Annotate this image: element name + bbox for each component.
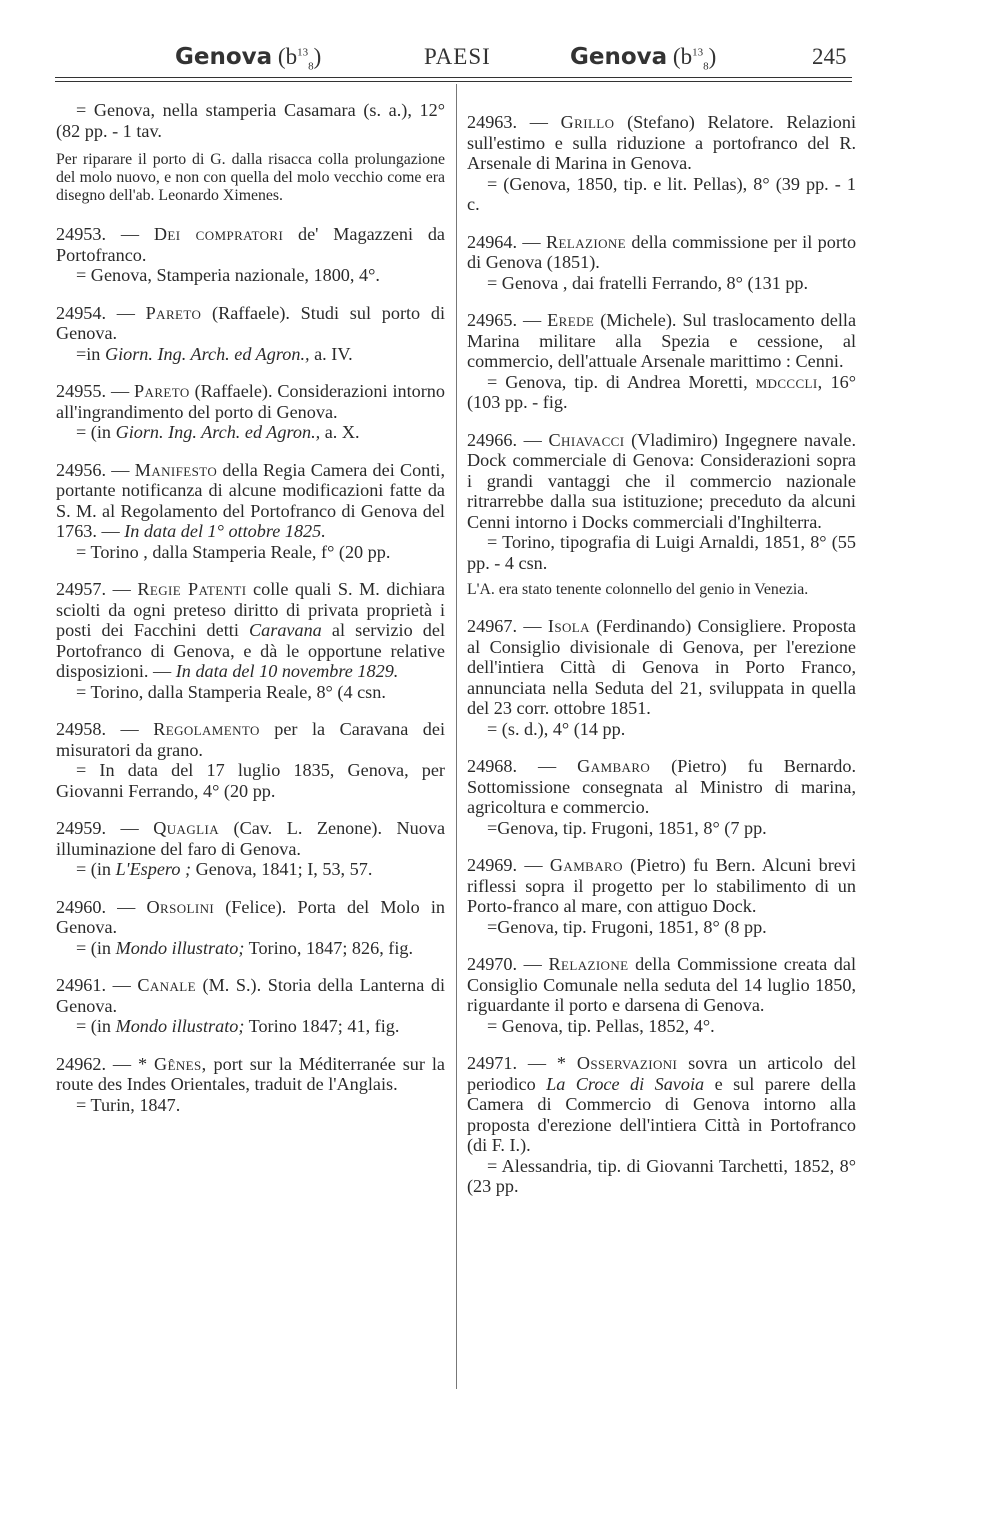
entry-24960 xyxy=(56,897,445,959)
entry-24965 xyxy=(467,310,856,413)
entry-number: 24955. — xyxy=(56,381,130,401)
entry-24961 xyxy=(56,975,445,1037)
entry-number: 24961. — xyxy=(56,975,131,995)
entry-publication: = Genova , dai fratelli Ferrando, 8° (131 pp. xyxy=(487,272,809,293)
entry-publication: = (in L'Espero ; Genova, 1841; I, 53, 57. xyxy=(76,859,373,879)
entry-publication: = Genova, Stamperia nazionale, 1800, 4°. xyxy=(76,265,380,285)
entry-number: 24963. — xyxy=(467,112,548,132)
entry-title: (Stefano) Relatore. Relazioni sull'estimo e sulla riduzione a portofranco del R. Arsenale di Marina in Genova. xyxy=(467,112,857,173)
entry-title: port sur la Méditerranée sur la route des Indes Orientales, traduit de l'Anglais. xyxy=(56,1053,445,1094)
entry-author: Canale xyxy=(137,975,196,995)
entry-author: Orsolini xyxy=(146,896,215,917)
entry-publication: = Torino , dalla Stamperia Reale, f° (20 pp. xyxy=(76,541,391,562)
entry-number: 24967. — xyxy=(467,616,542,636)
entry-periodical: La Croce di Savoia xyxy=(546,1073,705,1094)
entry-publication: = Torino, tipografia di Luigi Arnaldi, 1851, 8° (55 pp. - 4 csn. xyxy=(467,532,856,573)
entry-number: 24971. — * xyxy=(467,1053,566,1073)
entry-author: Gambaro xyxy=(577,756,651,776)
entry-number: 24964. — xyxy=(467,231,541,252)
entry-number: 24969. — xyxy=(467,855,543,875)
entry-publication: = Genova, tip. di Andrea Moretti, mdcccli, 16° (103 pp. - fig. xyxy=(467,371,856,412)
entry-author: Erede xyxy=(547,310,595,330)
entry-24967 xyxy=(467,616,856,739)
entry-title: (Pietro) fu Bernardo. Sottomissione consegnata al Ministro di marina, agricoltura e commercio. xyxy=(467,756,857,817)
entry-title: (Vladimiro) Ingegnere navale. Dock commerciale di Genova: Considerazioni sopra i grandi vantaggi che il commercio nazionale ritrarrebbe dalla sua istituzione; preceduto da alcuni Cenni intorno i Docks commerciali d'Inghilterra. xyxy=(467,429,856,532)
entry-number: 24968. — xyxy=(467,756,557,776)
entry-number: 24954. — xyxy=(56,302,135,323)
entry-number: 24957. — xyxy=(56,579,131,599)
entry-author: Quaglia xyxy=(153,818,219,838)
entry-publication: = (s. d.), 4° (14 pp. xyxy=(487,718,626,739)
entry-publication: = Turin, 1847. xyxy=(76,1094,181,1115)
running-head-left-place: Genova xyxy=(175,44,273,70)
entry-publication: = Genova, nella stamperia Casamara (s. a.), 12° (82 pp. - 1 tav. xyxy=(56,100,445,141)
entry-title: della Commissione creata dal Consiglio Comunale nella seduta del 14 luglio 1850, riguardante il porto e darsena di Genova. xyxy=(467,954,857,1015)
entry-author: Pareto xyxy=(134,381,190,401)
left-column xyxy=(56,100,445,1132)
page-number: 245 xyxy=(812,44,847,69)
entry-publication: = (in Giorn. Ing. Arch. ed Agron., a. X. xyxy=(76,422,360,442)
entry-title: (Raffaele). Considerazioni intorno all'ingrandimento del porto di Genova. xyxy=(56,381,445,422)
entry-author: Pareto xyxy=(145,302,202,323)
entry-publication: =in Giorn. Ing. Arch. ed Agron., a. IV. xyxy=(76,343,353,364)
entry-publication: = Genova, tip. Pellas, 1852, 4°. xyxy=(487,1015,715,1036)
entry-title: (Michele). Sul traslocamento della Marina militare alla Spezia e cessione, al commercio, dell'attuale Arsenale marittimo : Cenni. xyxy=(467,310,857,371)
entry-title: (M. S.). Storia della Lanterna di Genova. xyxy=(56,975,445,1016)
entry-author: Regolamento xyxy=(153,719,260,739)
entry-title: (Pietro) fu Bern. Alcuni brevi riflessi sopra il progetto per lo stabilimento di un Porto-franco al mare, con attiguo Dock. xyxy=(467,855,857,916)
entry-publication: =Genova, tip. Frugoni, 1851, 8° (7 pp. xyxy=(487,817,767,838)
entry-number: 24953. — xyxy=(56,224,140,244)
entry-author: Gambaro xyxy=(549,855,623,875)
entry-24962 xyxy=(56,1054,445,1116)
entry-24953 xyxy=(56,224,445,286)
entry-date: In data del 10 novembre 1829. xyxy=(175,661,399,681)
entry-note: Per riparare il porto di G. dalla risacca colla prolungazione del molo nuovo, e non con quella del molo vecchio come era disegno dell'ab. Leonardo Ximenes. xyxy=(56,151,445,204)
entry-publication: = (in Mondo illustrato; Torino, 1847; 826, fig. xyxy=(76,937,414,958)
entry-number: 24956. — xyxy=(56,459,130,480)
entry-number: 24965. — xyxy=(467,310,542,330)
entry-title: (Raffaele). Studi sul porto di Genova. xyxy=(56,302,446,343)
entry-author: Relazione xyxy=(548,954,629,974)
running-head-left-code: $(b^{13}_8)$ xyxy=(277,44,322,73)
entry-publication: = Torino, dalla Stamperia Reale, 8° (4 csn. xyxy=(76,681,386,702)
entry-publication: =Genova, tip. Frugoni, 1851, 8° (8 pp. xyxy=(487,916,767,937)
entry-24956 xyxy=(56,460,445,563)
entry-publication: = (in Mondo illustrato; Torino 1847; 41, fig. xyxy=(76,1016,400,1036)
right-column xyxy=(467,112,856,1214)
entry-24966 xyxy=(467,430,856,574)
running-head-right-place: Genova xyxy=(570,44,668,70)
running-head-center: PAESI xyxy=(424,44,491,69)
entry-number: 24960. — xyxy=(56,896,136,917)
entry-number: 24959. — xyxy=(56,818,139,838)
column-divider xyxy=(456,84,457,1389)
entry-publication: = In data del 17 luglio 1835, Genova, per Giovanni Ferrando, 4° (20 pp. xyxy=(56,760,445,801)
entry-author: Grillo xyxy=(560,112,615,132)
entry-author: Osservazioni xyxy=(576,1053,678,1073)
entry-continued xyxy=(56,100,445,141)
entry-title: (Felice). Porta del Molo in Genova. xyxy=(56,896,446,937)
entry-24969 xyxy=(467,855,856,937)
entry-24958 xyxy=(56,719,445,801)
entry-24954 xyxy=(56,303,445,365)
entry-author: Manifesto xyxy=(134,459,218,480)
entry-24959 xyxy=(56,818,445,880)
entry-number: 24970. — xyxy=(467,954,542,974)
entry-author: Regie Patenti xyxy=(137,579,247,599)
entry-title: della commissione per il porto di Genova (1851). xyxy=(467,231,857,272)
entry-24964 xyxy=(467,232,856,294)
entry-publication: = Alessandria, tip. di Giovanni Tarchetti, 1852, 8° (23 pp. xyxy=(467,1155,856,1196)
entry-number: 24962. — * xyxy=(56,1053,148,1074)
entry-24955 xyxy=(56,381,445,443)
entry-author: Gênes, xyxy=(154,1053,207,1074)
running-head-right-code: $(b^{13}_8)$ xyxy=(672,44,717,73)
entry-24968 xyxy=(467,756,856,838)
entry-publication: = (Genova, 1850, tip. e lit. Pellas), 8° (39 pp. - 1 c. xyxy=(467,173,856,214)
header-rule xyxy=(55,77,852,82)
entry-author: Chiavacci xyxy=(548,429,625,450)
entry-note: L'A. era stato tenente colonnello del genio in Venezia. xyxy=(467,581,809,598)
entry-24970 xyxy=(467,954,856,1036)
entry-number: 24966. — xyxy=(467,429,542,450)
entry-number: 24958. — xyxy=(56,719,139,739)
entry-24957: 24957. — Regie Patenti colle quali S. M. dichiara sciolti da ogni preteso diritto di privata proprietà i posti dei Facchini detti Caravana al servizio del Portofranco di Genova, e dà le opportune relative disposizioni. — In data del 10 novembre 1829. = Torino, dalla Stamperia Reale, 8° (4 csn. xyxy=(56,579,446,702)
entry-title: de' Magazzeni da Portofranco. xyxy=(56,224,446,265)
entry-title: (Cav. L. Zenone). Nuova illuminazione del faro di Genova. xyxy=(56,818,446,859)
entry-title: per la Caravana dei misuratori da grano. xyxy=(56,719,445,760)
entry-author: Isola xyxy=(547,616,590,636)
entry-24963 xyxy=(467,112,856,215)
entry-author: Dei compratori xyxy=(153,224,284,244)
entry-author: Relazione xyxy=(546,231,627,252)
entry-24971: 24971. — * Osservazioni sovra un articolo del periodico La Croce di Savoia e sul parere della Camera di Commercio di Genova intorno alla proposta d'erezione dell'intiera Città in Portofranco (di F. I.). = Alessandria, tip. di Giovanni Tarchetti, 1852, 8° (23 pp. xyxy=(467,1053,856,1196)
entry-title: (Ferdinando) Consigliere. Proposta al Consiglio divisionale di Genova, per l'erezione dell'intiera Città di Genova in Porto Franco, annunciata nella Seduta del 21, sviluppata in quella del 23 corr. ottobre 1851. xyxy=(467,616,857,718)
entry-date: In data del 1° ottobre 1825. xyxy=(124,521,326,541)
entry-title: della Regia Camera dei Conti, portante notificanza di alcune modificazioni fatte da S. M. al Regolamento del Portofranco di Genova del 1763. — xyxy=(56,459,446,541)
